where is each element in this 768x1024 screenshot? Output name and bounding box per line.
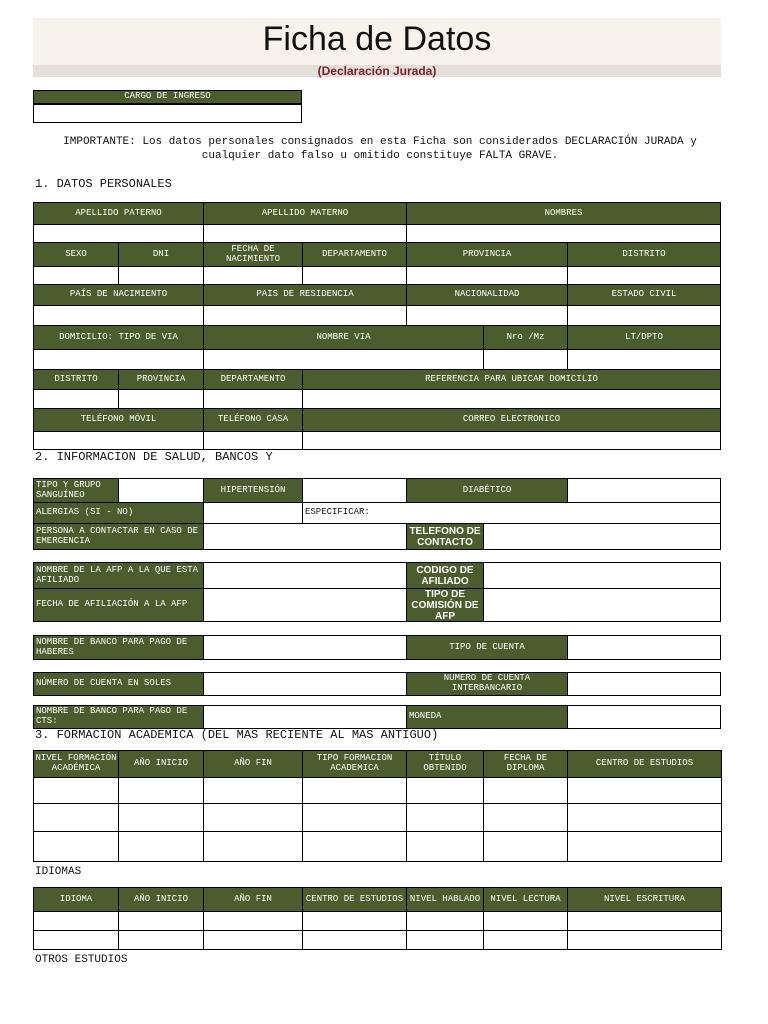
formacion-cell[interactable] xyxy=(33,803,119,832)
formacion-cell[interactable] xyxy=(118,831,204,862)
header-cuenta-interbancario: NUMERO DE CUENTA INTERBANCARIO xyxy=(406,672,568,696)
afp-nombre-input[interactable] xyxy=(203,562,407,589)
header-persona-contactar: PERSONA A CONTACTAR EN CASO DE EMERGENCIA xyxy=(33,523,204,550)
idiomas-cell[interactable] xyxy=(118,911,204,931)
departamento-2-input[interactable] xyxy=(203,389,303,409)
idiomas-cell[interactable] xyxy=(33,930,119,950)
idiomas-cell[interactable] xyxy=(406,930,484,950)
idiomas-cell[interactable] xyxy=(203,911,303,931)
distrito-input[interactable] xyxy=(567,266,721,285)
estado-civil-input[interactable] xyxy=(567,305,721,326)
header-afp-nombre: NOMBRE DE LA AFP A LA QUE ESTA AFILIADO xyxy=(33,562,204,589)
header-cuenta-soles: NÚMERO DE CUENTA EN SOLES xyxy=(33,672,204,696)
alergias-input[interactable] xyxy=(203,502,303,524)
section-formacion: 3. FORMACION ACADEMICA (DEL MAS RECIENTE AL MAS ANTIGUO) xyxy=(35,728,439,742)
formacion-cell[interactable] xyxy=(406,831,484,862)
header-banco-cts: NOMBRE DE BANCO PARA PAGO DE CTS: xyxy=(33,705,204,729)
section-datos-personales: 1. DATOS PERSONALES xyxy=(35,177,172,191)
apellido-paterno-input[interactable] xyxy=(33,224,204,243)
referencia-input[interactable] xyxy=(302,389,721,409)
header-domicilio-tipo-via: DOMICILIO: TIPO DE VIA xyxy=(33,325,204,350)
header-provincia: PROVINCIA xyxy=(406,242,568,267)
header-distrito: DISTRITO xyxy=(567,242,721,267)
codigo-afiliado-input[interactable] xyxy=(483,562,721,589)
header-sexo: SEXO xyxy=(33,242,119,267)
idiomas-header-6: NIVEL ESCRITURA xyxy=(567,887,722,912)
tipo-comision-input[interactable] xyxy=(483,588,721,622)
header-departamento: DEPARTAMENTO xyxy=(302,242,407,267)
idiomas-header-4: NIVEL HABLADO xyxy=(406,887,484,912)
fecha-nacimiento-input[interactable] xyxy=(203,266,303,285)
idiomas-cell[interactable] xyxy=(406,911,484,931)
tipo-cuenta-input[interactable] xyxy=(567,635,721,660)
formacion-header-1: AÑO INICIO xyxy=(118,750,204,778)
persona-contactar-input[interactable] xyxy=(203,523,407,550)
hipertension-input[interactable] xyxy=(302,478,407,503)
formacion-header-4: TÍTULO OBTENIDO xyxy=(406,750,484,778)
header-codigo-afiliado: CODIGO DE AFILIADO xyxy=(406,562,484,589)
header-diabetico: DIABÉTICO xyxy=(406,478,568,503)
header-apellido-paterno: APELLIDO PATERNO xyxy=(33,202,204,225)
header-referencia: REFERENCIA PARA UBICAR DOMICILIO xyxy=(302,369,721,390)
section-idiomas: IDIOMAS xyxy=(35,866,82,878)
header-alergias: ALERGIAS (SI - NO) xyxy=(33,502,204,524)
header-moneda: MONEDA xyxy=(406,705,568,729)
cuenta-soles-input[interactable] xyxy=(203,672,407,696)
formacion-cell[interactable] xyxy=(406,803,484,832)
header-telefono-contacto: TELEFONO DE CONTACTO xyxy=(406,523,484,550)
correo-input[interactable] xyxy=(302,431,721,450)
header-banco-haberes: NOMBRE DE BANCO PARA PAGO DE HABERES xyxy=(33,635,204,660)
lt-dpto-input[interactable] xyxy=(567,349,721,370)
formacion-cell[interactable] xyxy=(302,803,407,832)
formacion-cell[interactable] xyxy=(203,831,303,862)
dni-input[interactable] xyxy=(118,266,204,285)
header-nombre-via: NOMBRE VIA xyxy=(203,325,484,350)
header-nro-mz: Nro /Mz xyxy=(483,325,568,350)
telefono-casa-input[interactable] xyxy=(203,431,303,450)
formacion-header-6: CENTRO DE ESTUDIOS xyxy=(567,750,722,778)
header-tipo-comision: TIPO DE COMISIÓN DE AFP xyxy=(406,588,484,622)
pais-residencia-input[interactable] xyxy=(203,305,407,326)
apellido-materno-input[interactable] xyxy=(203,224,407,243)
idiomas-cell[interactable] xyxy=(483,930,568,950)
header-apellido-materno: APELLIDO MATERNO xyxy=(203,202,407,225)
header-correo: CORREO ELECTRONICO xyxy=(302,408,721,432)
header-dni: DNI xyxy=(118,242,204,267)
section-salud: 2. INFORMACION DE SALUD, BANCOS Y xyxy=(35,450,273,464)
formacion-cell[interactable] xyxy=(567,831,722,862)
departamento-input[interactable] xyxy=(302,266,407,285)
diabetico-input[interactable] xyxy=(567,478,721,503)
idiomas-header-1: AÑO INICIO xyxy=(118,887,204,912)
formacion-cell[interactable] xyxy=(406,777,484,804)
formacion-cell[interactable] xyxy=(302,777,407,804)
header-tipo-grupo: TIPO Y GRUPO SANGUÍNEO xyxy=(33,478,119,503)
formacion-cell[interactable] xyxy=(118,803,204,832)
nombres-input[interactable] xyxy=(406,224,721,243)
tipo-grupo-input[interactable] xyxy=(118,478,204,503)
idiomas-cell[interactable] xyxy=(302,930,407,950)
formacion-header-2: AÑO FIN xyxy=(203,750,303,778)
pais-nacimiento-input[interactable] xyxy=(33,305,204,326)
formacion-cell[interactable] xyxy=(33,831,119,862)
formacion-cell[interactable] xyxy=(483,831,568,862)
idiomas-header-5: NIVEL LECTURA xyxy=(483,887,568,912)
header-pais-residencia: PAIS DE RESIDENCIA xyxy=(203,284,407,306)
header-hipertension: HIPERTENSIÓN xyxy=(203,478,303,503)
cuenta-interbancario-input[interactable] xyxy=(567,672,721,696)
formacion-cell[interactable] xyxy=(567,777,722,804)
provincia-input[interactable] xyxy=(406,266,568,285)
cargo-label: CARGO DE INGRESO xyxy=(33,90,302,104)
provincia-2-input[interactable] xyxy=(118,389,204,409)
formacion-cell[interactable] xyxy=(483,777,568,804)
page-subtitle: (Declaración Jurada) xyxy=(317,64,437,78)
header-provincia-2: PROVINCIA xyxy=(118,369,204,390)
sexo-input[interactable] xyxy=(33,266,119,285)
telefono-movil-input[interactable] xyxy=(33,431,204,450)
idiomas-cell[interactable] xyxy=(483,911,568,931)
header-nacionalidad: NACIONALIDAD xyxy=(406,284,568,306)
header-fecha-nacimiento: FECHA DE NACIMIENTO xyxy=(203,242,303,267)
header-fecha-afiliacion: FECHA DE AFILIACIÓN A LA AFP xyxy=(33,588,204,622)
header-estado-civil: ESTADO CIVIL xyxy=(567,284,721,306)
nombre-via-input[interactable] xyxy=(203,349,484,370)
idiomas-header-0: IDIOMA xyxy=(33,887,119,912)
idiomas-header-2: AÑO FIN xyxy=(203,887,303,912)
header-tipo-cuenta: TIPO DE CUENTA xyxy=(406,635,568,660)
formacion-cell[interactable] xyxy=(33,777,119,804)
header-nombres: NOMBRES xyxy=(406,202,721,225)
moneda-input[interactable] xyxy=(567,705,721,729)
distrito-2-input[interactable] xyxy=(33,389,119,409)
idiomas-cell[interactable] xyxy=(33,911,119,931)
header-distrito-2: DISTRITO xyxy=(33,369,119,390)
formacion-cell[interactable] xyxy=(203,803,303,832)
idiomas-cell[interactable] xyxy=(567,911,722,931)
header-departamento-2: DEPARTAMENTO xyxy=(203,369,303,390)
telefono-contacto-input[interactable] xyxy=(483,523,721,550)
formacion-cell[interactable] xyxy=(483,803,568,832)
especificar-field[interactable]: ESPECIFICAR: xyxy=(302,502,721,524)
section-otros-estudios: OTROS ESTUDIOS xyxy=(35,954,128,966)
formacion-cell[interactable] xyxy=(203,777,303,804)
banco-cts-input[interactable] xyxy=(203,705,407,729)
idiomas-cell[interactable] xyxy=(567,930,722,950)
formacion-cell[interactable] xyxy=(302,831,407,862)
formacion-header-0: NIVEL FORMACIÓN ACADÉMICA xyxy=(33,750,119,778)
nacionalidad-input[interactable] xyxy=(406,305,568,326)
formacion-header-3: TIPO FORMACION ACADEMICA xyxy=(302,750,407,778)
cargo-input[interactable] xyxy=(33,104,302,123)
tipo-via-input[interactable] xyxy=(33,349,204,370)
idiomas-cell[interactable] xyxy=(302,911,407,931)
formacion-cell[interactable] xyxy=(567,803,722,832)
banco-haberes-input[interactable] xyxy=(203,635,407,660)
important-notice: IMPORTANTE: Los datos personales consignados en esta Ficha son considerados DECLARACIÓN JURADA y cualquier dato falso u omitido constituye FALTA GRAVE. xyxy=(63,136,697,162)
page-title: Ficha de Datos xyxy=(262,20,492,58)
idiomas-cell[interactable] xyxy=(203,930,303,950)
header-telefono-casa: TELÉFONO CASA xyxy=(203,408,303,432)
header-pais-nacimiento: PAÍS DE NACIMIENTO xyxy=(33,284,204,306)
nro-mz-input[interactable] xyxy=(483,349,568,370)
fecha-afiliacion-input[interactable] xyxy=(203,588,407,622)
idiomas-header-3: CENTRO DE ESTUDIOS xyxy=(302,887,407,912)
header-lt-dpto: LT/DPTO xyxy=(567,325,721,350)
formacion-header-5: FECHA DE DIPLOMA xyxy=(483,750,568,778)
formacion-cell[interactable] xyxy=(118,777,204,804)
header-telefono-movil: TELÉFONO MÓVIL xyxy=(33,408,204,432)
idiomas-cell[interactable] xyxy=(118,930,204,950)
